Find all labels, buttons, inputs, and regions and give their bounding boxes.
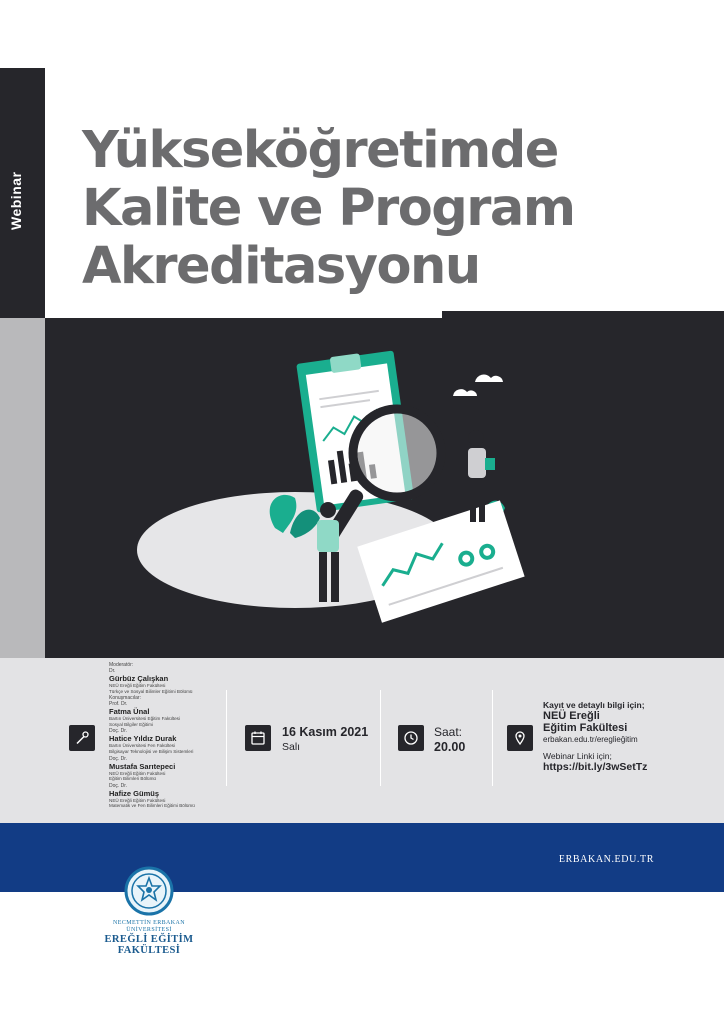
speaker-affiliation: Matematik ve Fen Bilimleri Eğitimi Bölümü xyxy=(109,803,195,809)
logo-line-1: NECMETTİN ERBAKAN xyxy=(113,920,185,926)
speaker-title: Prof. Dr. xyxy=(109,701,128,708)
clock-icon xyxy=(398,725,424,751)
registration-info xyxy=(543,700,713,774)
speaker-item xyxy=(109,783,229,809)
page-title xyxy=(82,122,682,296)
speaker-affiliation: NEÜ Ereğli Eğitim Fakültesi xyxy=(109,683,166,688)
speaker-affiliation: Bilgisayar Teknolojisi ve Bilişim Sistemleri xyxy=(109,748,194,754)
logo-line-2: ÜNİVERSİTESİ xyxy=(126,927,172,933)
speaker-item xyxy=(109,728,229,754)
speaker-role: Moderatör: xyxy=(109,662,134,668)
emblem-icon xyxy=(124,866,174,916)
microphone-icon xyxy=(69,725,95,751)
speaker-role: Konuşmacılar: xyxy=(109,695,141,702)
speaker-affiliation: NEÜ Ereğli Eğitim Fakültesi xyxy=(109,770,166,776)
registration-heading: Kayıt ve detaylı bilgi için; xyxy=(543,700,645,710)
speaker-name: Hafize Gümüş xyxy=(109,788,160,798)
speaker-title: Doç. Dr. xyxy=(109,728,128,735)
title-line-2: Kalite ve Program xyxy=(82,179,575,238)
analysis-illustration xyxy=(45,318,724,658)
registration-url[interactable]: erbakan.edu.tr/ereglieğitim xyxy=(543,735,638,744)
divider xyxy=(226,690,227,786)
speaker-name: Gürbüz Çalışkan xyxy=(109,674,169,683)
speaker-name: Fatma Ünal xyxy=(109,707,150,717)
side-bar-gray xyxy=(0,318,45,658)
logo-line-3: EREĞLİ EĞİTİM xyxy=(104,934,194,945)
time-value: 20.00 xyxy=(434,740,466,754)
logo-line-4: FAKÜLTESİ xyxy=(117,945,181,956)
speaker-title: Doç. Dr. xyxy=(109,782,128,789)
speaker-item xyxy=(109,695,229,727)
speaker-affiliation: Bartın Üniversitesi Fen Fakültesi xyxy=(109,743,176,749)
faculty-logo xyxy=(104,866,194,956)
speaker-affiliation: Eğitim Bilimleri Bölümü xyxy=(109,776,156,782)
speaker-title: Dr. xyxy=(109,668,116,674)
event-date: 16 Kasım 2021 xyxy=(282,725,369,739)
calendar-icon xyxy=(245,725,271,751)
speaker-list xyxy=(109,662,229,810)
registration-faculty-2: Eğitim Fakültesi xyxy=(543,722,628,734)
title-line-3: Akreditasyonu xyxy=(82,237,480,296)
speaker-name: Hatice Yıldız Durak xyxy=(109,734,177,744)
speaker-title: Doç. Dr. xyxy=(109,755,128,762)
footer-url[interactable]: ERBAKAN.EDU.TR xyxy=(558,854,654,865)
divider xyxy=(380,690,381,786)
webinar-link-label: Webinar Linki için; xyxy=(543,751,612,761)
illustration-panel xyxy=(45,318,724,658)
event-day: Salı xyxy=(282,741,301,753)
speaker-moderator xyxy=(109,662,229,694)
speaker-affiliation: Sosyal Bilgiler Eğitimi xyxy=(109,721,153,727)
webinar-label: Webinar xyxy=(8,171,24,230)
webinar-link[interactable]: https://bit.ly/3wSetTz xyxy=(543,761,648,773)
speaker-name: Mustafa Sarıtepeci xyxy=(109,761,176,771)
location-pin-icon xyxy=(507,725,533,751)
divider xyxy=(492,690,493,786)
speaker-affiliation: NEÜ Ereğli Eğitim Fakültesi xyxy=(109,797,166,803)
speaker-affiliation: Bartın Üniversitesi Eğitim Fakültesi xyxy=(109,716,180,722)
speaker-affiliation: Türkçe ve Sosyal Bilimler Eğitimi Bölümü xyxy=(109,688,193,694)
registration-faculty-1: NEÜ Ereğli xyxy=(543,710,600,722)
title-line-1: Yükseköğretimde xyxy=(82,121,558,180)
time-label: Saat: xyxy=(434,725,463,739)
speaker-item xyxy=(109,756,229,782)
